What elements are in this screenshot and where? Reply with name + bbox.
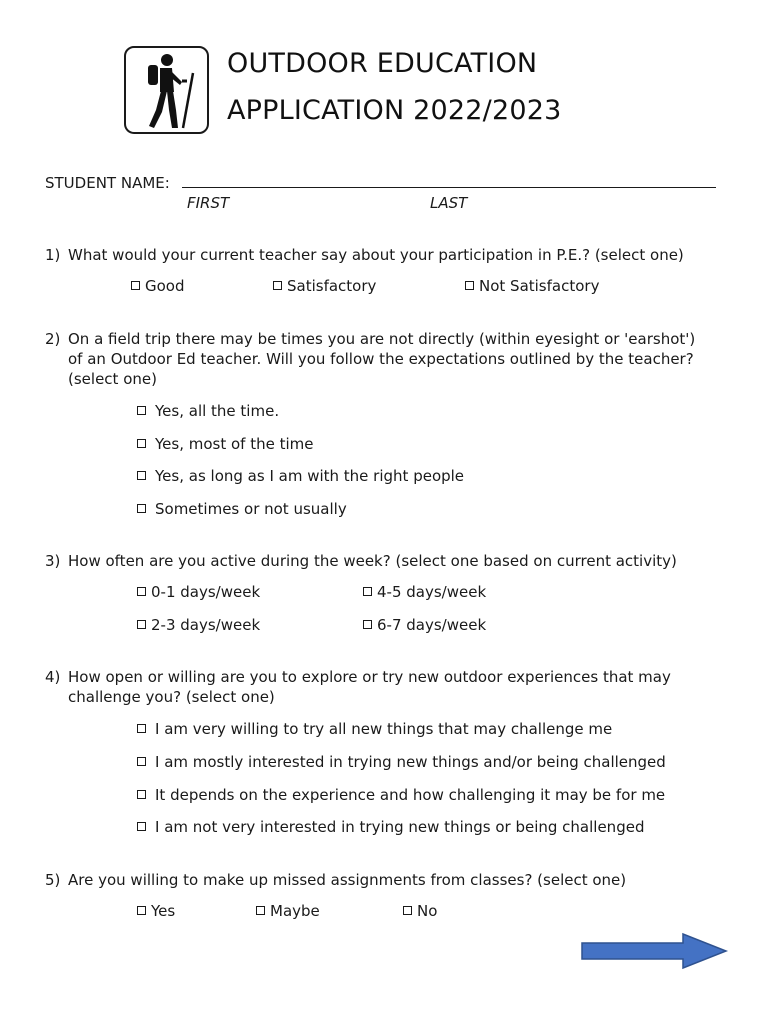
q3-option-6-7[interactable] <box>363 616 486 634</box>
option-label: I am not very interested in trying new things or being challenged <box>155 818 645 836</box>
checkbox[interactable] <box>137 504 146 513</box>
checkbox[interactable] <box>137 757 146 766</box>
q2-option-4[interactable] <box>137 500 347 518</box>
option-label: Yes, most of the time <box>155 435 314 453</box>
option-label: Maybe <box>270 902 320 920</box>
question-4-text-line-2: challenge you? (select one) <box>68 688 275 706</box>
q4-option-1[interactable] <box>137 720 612 738</box>
question-5-text: Are you willing to make up missed assignments from classes? (select one) <box>68 871 627 889</box>
option-label: 4-5 days/week <box>377 583 487 601</box>
q5-option-maybe[interactable] <box>256 902 320 920</box>
question-4-text-line-1: How open or willing are you to explore or try new outdoor experiences that may <box>68 668 671 686</box>
q5-option-yes[interactable] <box>137 902 175 920</box>
checkbox[interactable] <box>137 406 146 415</box>
option-label: Yes <box>151 902 176 920</box>
q5-option-no[interactable] <box>403 902 437 920</box>
question-2-text-line-1: On a field trip there may be times you are not directly (within eyesight or 'earshot') <box>68 330 696 348</box>
question-3-number: 3) <box>45 552 61 570</box>
checkbox[interactable] <box>137 587 146 596</box>
question-2-text-line-3: (select one) <box>68 370 157 388</box>
checkbox[interactable] <box>137 822 146 831</box>
question-1-number: 1) <box>45 246 61 264</box>
q1-option-satisfactory[interactable] <box>273 277 376 295</box>
option-label: No <box>417 902 438 920</box>
q2-option-2[interactable] <box>137 435 314 453</box>
checkbox[interactable] <box>363 587 372 596</box>
q4-option-4[interactable] <box>137 818 644 836</box>
option-label: 2-3 days/week <box>151 616 261 634</box>
last-name-label: LAST <box>430 194 468 212</box>
checkbox[interactable] <box>363 620 372 629</box>
option-label: Yes, as long as I am with the right people <box>155 467 465 485</box>
checkbox[interactable] <box>137 620 146 629</box>
q4-option-3[interactable] <box>137 786 665 804</box>
checkbox[interactable] <box>403 906 412 915</box>
option-label: Sometimes or not usually <box>155 500 347 518</box>
option-label: Satisfactory <box>287 277 377 295</box>
option-label: 6-7 days/week <box>377 616 487 634</box>
checkbox[interactable] <box>273 281 282 290</box>
checkbox[interactable] <box>137 439 146 448</box>
first-name-label: FIRST <box>187 194 230 212</box>
q3-option-2-3[interactable] <box>137 616 260 634</box>
checkbox[interactable] <box>131 281 140 290</box>
option-label: Not Satisfactory <box>479 277 600 295</box>
q1-option-good[interactable] <box>131 277 185 295</box>
question-2-text-line-2: of an Outdoor Ed teacher. Will you follow the expectations outlined by the teacher? <box>68 350 694 368</box>
question-1-text: What would your current teacher say about your participation in P.E.? (select one) <box>68 246 684 264</box>
checkbox[interactable] <box>137 790 146 799</box>
right-arrow-icon[interactable] <box>580 932 730 970</box>
question-4-number: 4) <box>45 668 61 686</box>
hiker-icon <box>126 48 207 132</box>
question-5-number: 5) <box>45 871 61 889</box>
option-label: Good <box>145 277 185 295</box>
checkbox[interactable] <box>137 724 146 733</box>
option-label: Yes, all the time. <box>155 402 280 420</box>
checkbox[interactable] <box>137 471 146 480</box>
title-line-1: OUTDOOR EDUCATION <box>227 48 538 79</box>
option-label: I am very willing to try all new things that may challenge me <box>155 720 613 738</box>
option-label: It depends on the experience and how challenging it may be for me <box>155 786 666 804</box>
student-name-label: STUDENT NAME: <box>45 174 170 192</box>
option-label: I am mostly interested in trying new things and/or being challenged <box>155 753 666 771</box>
q2-option-3[interactable] <box>137 467 464 485</box>
checkbox[interactable] <box>256 906 265 915</box>
question-2-number: 2) <box>45 330 61 348</box>
q2-option-1[interactable] <box>137 402 279 420</box>
q4-option-2[interactable] <box>137 753 666 771</box>
option-label: 0-1 days/week <box>151 583 261 601</box>
question-3-text: How often are you active during the week? (select one based on current activity) <box>68 552 677 570</box>
logo <box>124 46 209 134</box>
checkbox[interactable] <box>465 281 474 290</box>
q1-option-not-satisfactory[interactable] <box>465 277 599 295</box>
q3-option-4-5[interactable] <box>363 583 486 601</box>
student-name-field[interactable] <box>182 187 716 188</box>
checkbox[interactable] <box>137 906 146 915</box>
q3-option-0-1[interactable] <box>137 583 260 601</box>
title-line-2: APPLICATION 2022/2023 <box>227 95 562 126</box>
